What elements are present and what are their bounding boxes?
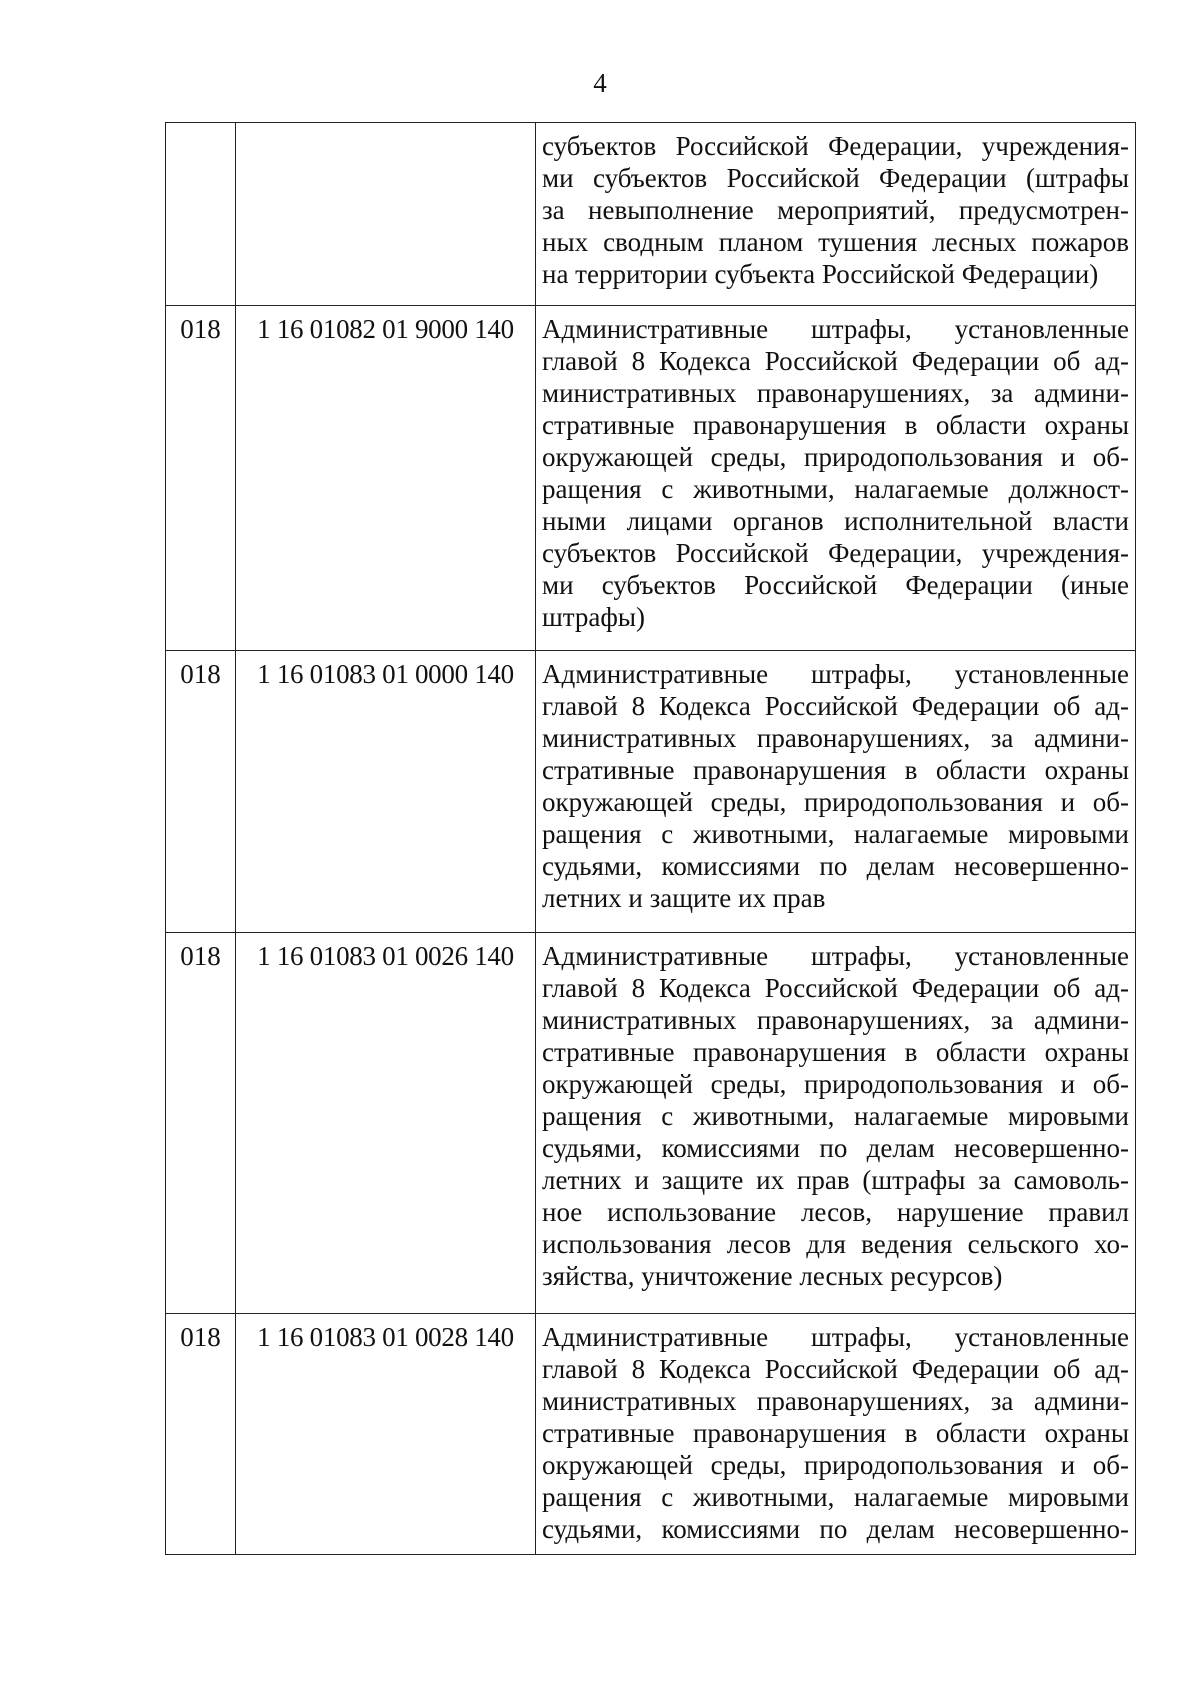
classification-table <box>165 122 1136 1555</box>
description-line: судьями, комиссиями по делам несовершенно- <box>542 851 1129 881</box>
description-line: на территории субъекта Российской Федерации) <box>542 259 1099 289</box>
budget-code-cell: 1 16 01082 01 9000 140 <box>236 306 536 651</box>
description-line: министративных правонарушениях, за админи- <box>542 1386 1129 1416</box>
description-line: стративные правонарушения в области охраны <box>542 1418 1129 1448</box>
description-line: летних и защите их прав (штрафы за самоволь- <box>542 1165 1129 1195</box>
admin-code-cell: 018 <box>166 651 236 933</box>
admin-code-cell <box>166 123 236 306</box>
description-line: ращения с животными, налагаемые мировыми <box>542 1101 1129 1131</box>
description-line: министративных правонарушениях, за админи- <box>542 723 1129 753</box>
description-line: стративные правонарушения в области охраны <box>542 755 1129 785</box>
description-line: министративных правонарушениях, за админи- <box>542 378 1129 408</box>
description-line: Административные штрафы, установленные <box>542 314 1129 344</box>
description-line: главой 8 Кодекса Российской Федерации об ад- <box>542 346 1129 376</box>
description-line: ращения с животными, налагаемые мировыми <box>542 1482 1129 1512</box>
description-line: за невыполнение мероприятий, предусмотрен- <box>542 195 1129 225</box>
page-number: 4 <box>593 68 607 98</box>
description-line: ными лицами органов исполнительной власти <box>542 506 1129 536</box>
description-line: ное использование лесов, нарушение правил <box>542 1197 1129 1227</box>
description-line: зяйства, уничтожение лесных ресурсов) <box>542 1261 1003 1291</box>
description-cell <box>536 651 1136 933</box>
budget-code-cell: 1 16 01083 01 0026 140 <box>236 933 536 1314</box>
description-line: ращения с животными, налагаемые должност- <box>542 474 1129 504</box>
table-body <box>166 123 1136 1555</box>
description-line: окружающей среды, природопользования и об- <box>542 1069 1129 1099</box>
budget-code-cell: 1 16 01083 01 0000 140 <box>236 651 536 933</box>
description-line: судьями, комиссиями по делам несовершенно- <box>542 1133 1129 1163</box>
description-line: Административные штрафы, установленные <box>542 1322 1129 1352</box>
description-line: главой 8 Кодекса Российской Федерации об ад- <box>542 973 1129 1003</box>
table-row <box>166 933 1136 1314</box>
description-line: стративные правонарушения в области охраны <box>542 410 1129 440</box>
table-row <box>166 306 1136 651</box>
description-cell <box>536 1314 1136 1555</box>
description-line: субъектов Российской Федерации, учреждения- <box>542 538 1129 568</box>
table-row <box>166 1314 1136 1555</box>
description-line: штрафы) <box>542 602 646 632</box>
description-cell <box>536 933 1136 1314</box>
admin-code-cell: 018 <box>166 933 236 1314</box>
admin-code-cell: 018 <box>166 1314 236 1555</box>
description-line: ми субъектов Российской Федерации (штрафы <box>542 163 1129 193</box>
description-line: ращения с животными, налагаемые мировыми <box>542 819 1129 849</box>
description-line: использования лесов для ведения сельского хо- <box>542 1229 1129 1259</box>
description-line: ми субъектов Российской Федерации (иные <box>542 570 1129 600</box>
description-line: окружающей среды, природопользования и об- <box>542 1450 1129 1480</box>
description-line: ных сводным планом тушения лесных пожаров <box>542 227 1129 257</box>
description-line: министративных правонарушениях, за админи- <box>542 1005 1129 1035</box>
description-line: Административные штрафы, установленные <box>542 941 1129 971</box>
table-row <box>166 651 1136 933</box>
admin-code-cell: 018 <box>166 306 236 651</box>
description-line: главой 8 Кодекса Российской Федерации об ад- <box>542 691 1129 721</box>
table-row <box>166 123 1136 306</box>
description-line: Административные штрафы, установленные <box>542 659 1129 689</box>
budget-code-cell <box>236 123 536 306</box>
description-line: судьями, комиссиями по делам несовершенно- <box>542 1514 1129 1544</box>
description-line: субъектов Российской Федерации, учреждения- <box>542 131 1129 161</box>
description-line: окружающей среды, природопользования и об- <box>542 442 1129 472</box>
description-line: летних и защите их прав <box>542 883 826 913</box>
description-line: окружающей среды, природопользования и об- <box>542 787 1129 817</box>
description-line: стративные правонарушения в области охраны <box>542 1037 1129 1067</box>
description-line: главой 8 Кодекса Российской Федерации об ад- <box>542 1354 1129 1384</box>
description-cell <box>536 123 1136 306</box>
budget-code-cell: 1 16 01083 01 0028 140 <box>236 1314 536 1555</box>
description-cell <box>536 306 1136 651</box>
